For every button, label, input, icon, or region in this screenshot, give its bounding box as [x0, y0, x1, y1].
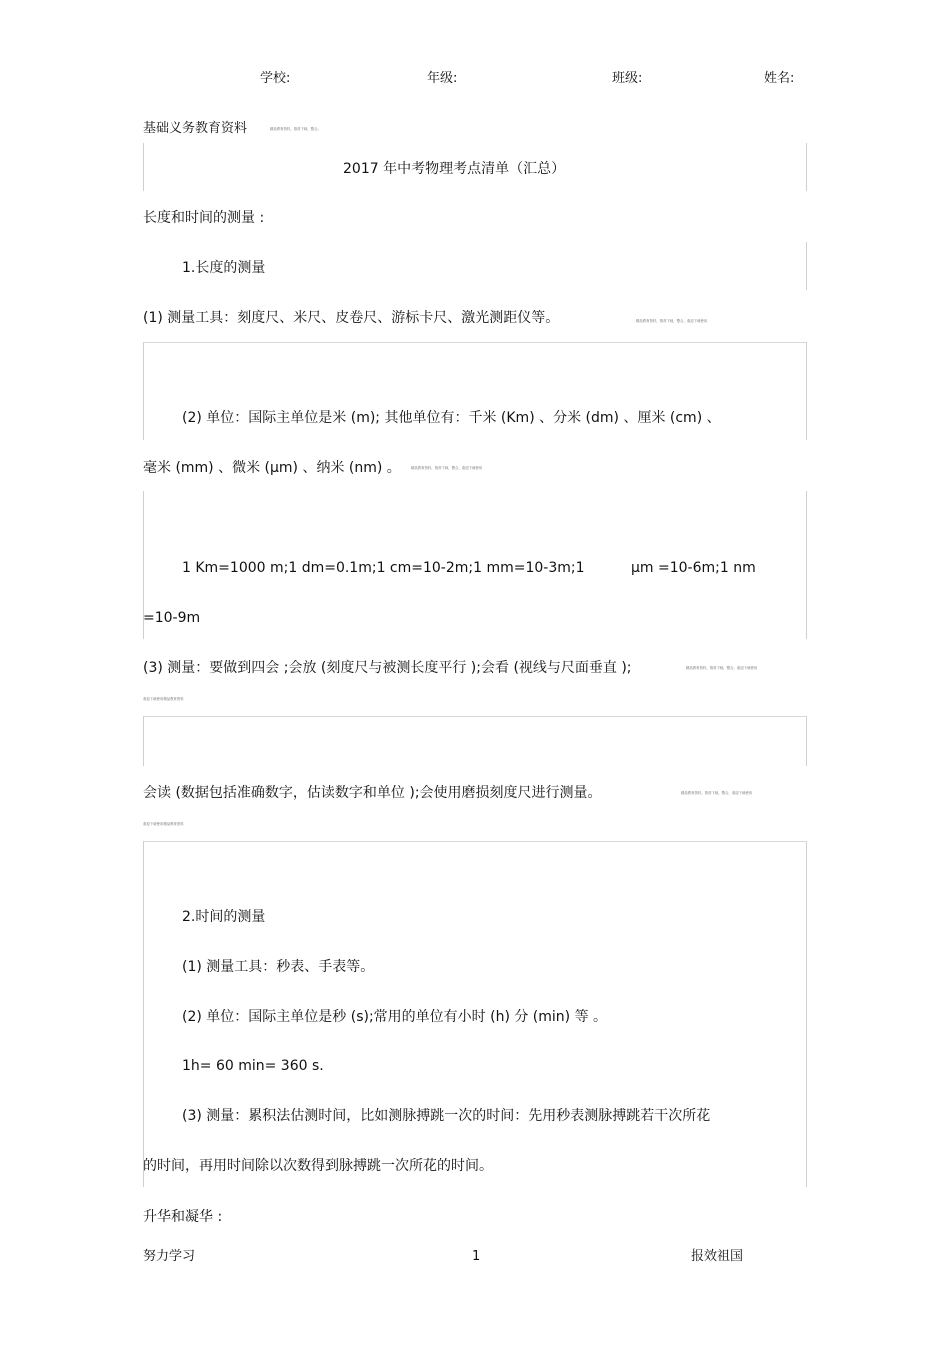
section-heading: 升华和凝华 :	[143, 1209, 223, 1225]
frame-line	[806, 841, 807, 1187]
subsection-heading: 1.长度的测量	[182, 260, 266, 276]
fine-print: 精品教育资料，推荐下载，整合，欢迎下载使用	[681, 791, 753, 795]
frame-line	[806, 491, 807, 639]
class-label: 班级:	[612, 71, 643, 86]
paragraph: (1) 测量工具：刻度尺、米尺、皮卷尺、游标卡尺、激光测距仪等。	[143, 310, 560, 326]
paragraph: =10-9m	[143, 610, 201, 626]
frame-line	[143, 342, 144, 440]
fine-print: 精品教育资料，推荐下载，整合，欢迎下载使用	[411, 466, 483, 470]
frame-line	[806, 716, 807, 766]
banner-fine-print: 精品教育资料，推荐下载，整合。	[270, 127, 321, 131]
frame-line	[143, 143, 144, 191]
paragraph: 1 Km=1000 m;1 dm=0.1m;1 cm=10-2m;1 mm=10-3m;1	[182, 560, 585, 576]
frame-line	[806, 143, 807, 191]
page-number: 1	[472, 1249, 481, 1264]
paragraph: 毫米 (mm) 、微米 (μm) 、纳米 (nm) 。	[143, 460, 401, 476]
paragraph: 的时间，再用时间除以次数得到脉搏跳一次所花的时间。	[143, 1158, 493, 1174]
fine-print: 精品教育资料，推荐下载，整合，欢迎下载使用	[636, 319, 708, 323]
paragraph: 1h= 60 min= 360 s.	[182, 1058, 324, 1074]
footer-right: 报效祖国	[691, 1249, 744, 1264]
paragraph: (3) 测量：累积法估测时间，比如测脉搏跳一次的时间：先用秒表测脉搏跳若干次所花	[182, 1108, 711, 1124]
frame-line	[806, 342, 807, 440]
name-label: 姓名:	[764, 71, 795, 86]
frame-line	[806, 242, 807, 290]
banner-label: 基础义务教育资料	[143, 121, 248, 136]
document-title: 2017 年中考物理考点清单（汇总）	[343, 161, 566, 177]
paragraph: (3) 测量：要做到四会 ;会放 (刻度尺与被测长度平行 );会看 (视线与尺面垂直 );	[143, 660, 632, 676]
frame-line	[143, 716, 144, 766]
frame-line	[143, 841, 144, 1187]
subsection-heading: 2.时间的测量	[182, 909, 266, 925]
fine-print: 精品教育资料，推荐下载，整合，欢迎下载使用	[686, 666, 758, 670]
paragraph: (1) 测量工具：秒表、手表等。	[182, 959, 375, 975]
frame-line	[143, 342, 807, 343]
paragraph: (2) 单位：国际主单位是米 (m); 其他单位有：千米 (Km) 、分米 (dm) 、厘米 (cm) 、	[182, 410, 721, 426]
paragraph: μm =10-6m;1 nm	[631, 560, 756, 576]
paragraph: (2) 单位：国际主单位是秒 (s);常用的单位有小时 (h) 分 (min) 等 。	[182, 1009, 608, 1025]
fine-print: 欢迎下载使用精品教育资料	[143, 697, 184, 701]
frame-line	[143, 841, 807, 842]
fine-print: 欢迎下载使用精品教育资料	[143, 822, 184, 826]
grade-label: 年级:	[427, 71, 458, 86]
frame-line	[143, 716, 807, 717]
section-heading: 长度和时间的测量 :	[143, 210, 265, 226]
paragraph: 会读 (数据包括准确数字，估读数字和单位 );会使用磨损刻度尺进行测量。	[143, 785, 602, 801]
footer-left: 努力学习	[143, 1249, 196, 1264]
school-label: 学校:	[260, 71, 291, 86]
